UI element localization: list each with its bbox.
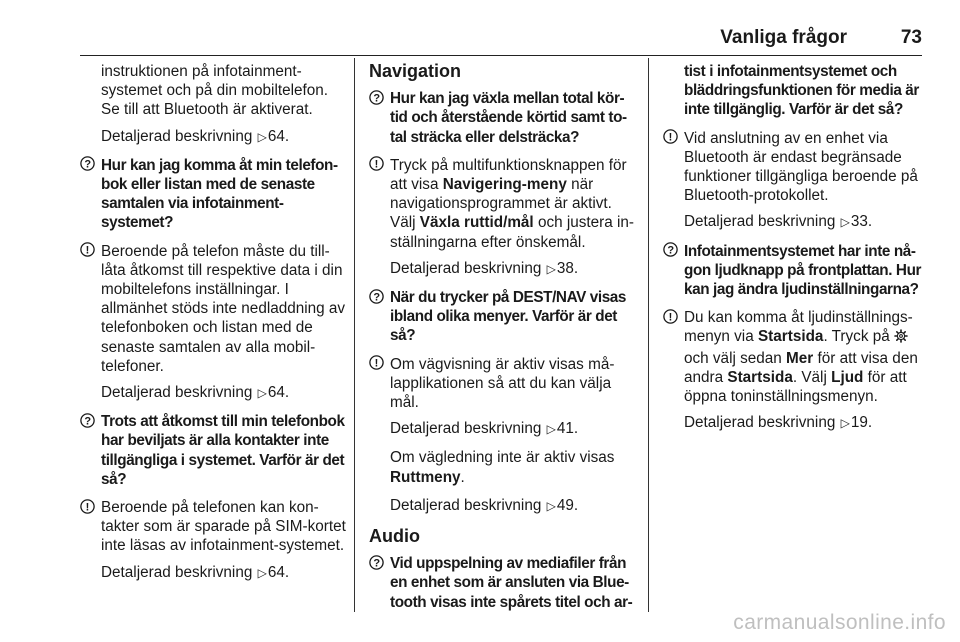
detail-reference: Detaljerad beskrivning ▷41. <box>390 420 579 438</box>
question: ? Vid uppspelning av mediafiler från en enhet som är ansluten via Blue-tooth visas inte spårets titel och ar- <box>369 554 637 612</box>
column-divider <box>354 58 355 612</box>
svg-text:!: ! <box>85 501 90 514</box>
svg-text:?: ? <box>84 415 91 428</box>
svg-text:!: ! <box>85 244 90 257</box>
detail-reference: Detaljerad beskrivning ▷49. <box>390 496 579 514</box>
column-1 <box>80 62 346 592</box>
detail-reference: Detaljerad beskrivning ▷64. <box>101 127 290 145</box>
detail-reference: Detaljerad beskrivning ▷64. <box>101 384 290 402</box>
question-mark-circle-icon <box>80 413 95 428</box>
column-3 <box>663 62 927 442</box>
gear-icon <box>894 329 908 348</box>
menu-term: Startsida <box>727 368 793 386</box>
exclamation-circle-icon <box>369 156 384 171</box>
question: ? Hur kan jag komma åt min telefon-bok eller listan med de senaste samtalen via infotainment-systemet? <box>80 156 346 233</box>
question-mark-circle-icon <box>663 242 678 257</box>
svg-text:!: ! <box>374 158 379 171</box>
question: ? Trots att åtkomst till min telefonbok har beviljats är alla kontakter inte tillgängliga i systemet. Varför är det så? <box>80 412 346 489</box>
menu-term: Mer <box>786 349 814 367</box>
triangle-ref-icon: ▷ <box>257 386 267 401</box>
svg-text:!: ! <box>374 357 379 370</box>
svg-text:?: ? <box>84 158 91 171</box>
section-heading-audio: Audio <box>369 526 420 547</box>
triangle-ref-icon: ▷ <box>546 261 556 276</box>
triangle-ref-icon: ▷ <box>840 416 850 431</box>
question-mark-circle-icon <box>369 90 384 105</box>
section-heading-navigation: Navigation <box>369 61 462 81</box>
menu-term: Navigering-meny <box>442 176 567 194</box>
menu-term: Ruttmeny <box>390 468 461 486</box>
svg-text:?: ? <box>373 291 380 304</box>
watermark: carmanualsonline.info <box>733 611 946 634</box>
question-mark-circle-icon <box>369 555 384 570</box>
answer: ! Du kan komma åt ljudinställnings-menyn via Startsida. Tryck på och välj sedan Mer för att visa den andra Startsida. Välj Ljud för att öppna toninställningsmenyn. <box>663 308 927 406</box>
detail-reference: Detaljerad beskrivning ▷64. <box>101 563 290 581</box>
answer: ! Tryck på multifunktionsknappen för att visa Navigering-meny när navigationsprogrammet är aktivt. Välj Växla ruttid/mål och justera in-ställningarna efter önskemål. <box>369 156 637 252</box>
answer-continuation: instruktionen på infotainment-systemet och på din mobiltelefon. Se till att Bluetooth är aktiverat. <box>101 63 329 119</box>
menu-term: Startsida <box>757 328 824 346</box>
answer: ! Om vägvisning är aktiv visas må-lapplikationen så att du kan välja mål. <box>369 355 637 413</box>
detail-reference: Detaljerad beskrivning ▷33. <box>684 213 873 231</box>
triangle-ref-icon: ▷ <box>546 498 556 513</box>
exclamation-circle-icon <box>80 242 95 257</box>
svg-text:!: ! <box>668 311 673 324</box>
svg-text:?: ? <box>667 244 674 257</box>
menu-term: Ljud <box>831 368 864 386</box>
answer-paragraph: Om vägledning inte är aktiv visas Ruttmeny. <box>390 449 615 486</box>
column-divider <box>648 58 649 612</box>
detail-reference: Detaljerad beskrivning ▷38. <box>390 259 579 277</box>
svg-text:?: ? <box>373 557 380 570</box>
answer: ! Beroende på telefon måste du till-låta åtkomst till respektive data i din mobiltelefons inställningar. I allmänhet stöds inte nedladdning av telefonboken och listan med de senaste samtalen av alla mobil-telefoner. <box>80 242 346 376</box>
question-continuation: tist i infotainmentsystemet och bläddringsfunktionen för media är inte tillgänglig. Varför är det så? <box>684 63 919 119</box>
triangle-ref-icon: ▷ <box>546 422 556 437</box>
triangle-ref-icon: ▷ <box>257 565 267 580</box>
question: ? Infotainmentsystemet har inte nå-gon ljudknapp på frontplattan. Hur kan jag ändra ljudinställningarna? <box>663 242 927 300</box>
exclamation-circle-icon <box>80 499 95 514</box>
page-header <box>80 27 922 56</box>
triangle-ref-icon: ▷ <box>257 129 267 144</box>
menu-term: Växla ruttid/mål <box>419 214 534 232</box>
column-2 <box>369 62 637 621</box>
answer: ! Beroende på telefonen kan kon-takter som är sparade på SIM-kortet inte läsas av infotainment-systemet. <box>80 498 346 556</box>
page-title: Vanliga frågor <box>720 27 847 48</box>
exclamation-circle-icon <box>663 129 678 144</box>
svg-text:!: ! <box>668 131 673 144</box>
detail-reference: Detaljerad beskrivning ▷19. <box>684 414 873 432</box>
question: ? När du trycker på DEST/NAV visas ibland olika menyer. Varför är det så? <box>369 288 637 346</box>
answer: ! Vid anslutning av en enhet via Bluetooth är endast begränsade funktioner tillgängliga beroende på Bluetooth-protokollet. <box>663 129 927 206</box>
exclamation-circle-icon <box>369 355 384 370</box>
page-number: 73 <box>900 27 922 48</box>
svg-text:?: ? <box>373 92 380 105</box>
triangle-ref-icon: ▷ <box>840 215 850 230</box>
question-mark-circle-icon <box>369 289 384 304</box>
question: ? Hur kan jag växla mellan total kör-tid och återstående körtid samt to-tal sträcka eller delsträcka? <box>369 89 637 147</box>
exclamation-circle-icon <box>663 309 678 324</box>
question-mark-circle-icon <box>80 156 95 171</box>
